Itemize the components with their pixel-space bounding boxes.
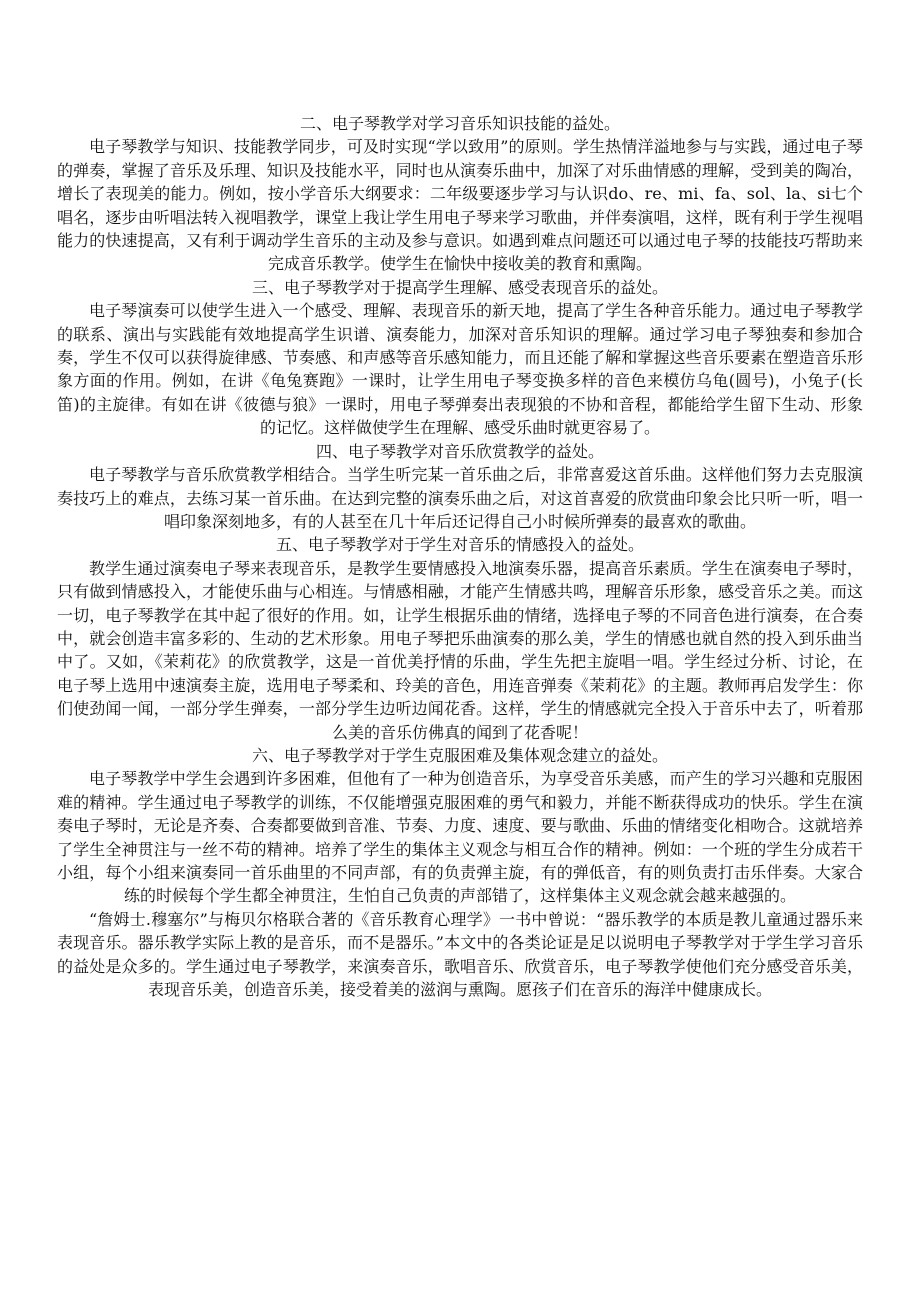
section-heading-3: 三、电子琴教学对于提高学生理解、感受表现音乐的益处。 — [251, 277, 668, 297]
document-body — [57, 112, 863, 1001]
conclusion-paragraph: “詹姆士.穆塞尔”与梅贝尔格联合著的《音乐教育心理学》一书中曾说：“器乐教学的本质是教儿童通过器乐来表现音乐。器乐教学实际上教的是音乐，而不是器乐。”本文中的各类论证是足以说明电子琴教学对于学生学习音乐的益处是众多的。学生通过电子琴教学，来演奏音乐，歌唱音乐、欣赏音乐，电子琴教学使他们充分感受音乐美，表现音乐美，创造音乐美，接受着美的滋润与熏陶。愿孩子们在音乐的海洋中健康成长。 — [57, 909, 863, 1000]
section-heading-6: 六、电子琴教学对于学生克服困难及集体观念建立的益处。 — [251, 745, 668, 765]
section-heading-5: 五、电子琴教学对于学生对音乐的情感投入的益处。 — [275, 535, 644, 555]
section-heading-4: 四、电子琴教学对音乐欣赏教学的益处。 — [315, 441, 604, 461]
section-5-paragraph: 教学生通过演奏电子琴来表现音乐，是教学生要情感投入地演奏乐器，提高音乐素质。学生在演奏电子琴时，只有做到情感投入，才能使乐曲与心相连。与情感相融，才能产生情感共鸣，理解音乐形象，感受音乐之美。而这一切，电子琴教学在其中起了很好的作用。如，让学生根据乐曲的情绪，选择电子琴的不同音色进行演奏，在合奏中，就会创造丰富多彩的、生动的艺术形象。用电子琴把乐曲演奏的那么美，学生的情感也就自然的投入到乐曲当中了。又如，《茉莉花》的欣赏教学，这是一首优美抒情的乐曲，学生先把主旋唱一唱。学生经过分析、讨论，在电子琴上选用中速演奏主旋，选用电子琴柔和、玲美的音色，用连音弹奏《茉莉花》的主题。教师再启发学生：你们使劲闻一闻，一部分学生弹奏，一部分学生边听边闻花香。这样，学生的情感就完全投入于音乐中去了，听着那么美的音乐仿佛真的闻到了花香呢！ — [57, 558, 863, 742]
section-3-paragraph: 电子琴演奏可以使学生进入一个感受、理解、表现音乐的新天地，提高了学生各种音乐能力。通过电子琴教学的联系、演出与实践能有效地提高学生识谱、演奏能力，加深对音乐知识的理解。通过学习电子琴独奏和参加合奏，学生不仅可以获得旋律感、节奏感、和声感等音乐感知能力，而且还能了解和掌握这些音乐要素在塑造音乐形象方面的作用。例如，在讲《龟兔赛跑》一课时，让学生用电子琴变换多样的音色来模仿乌龟(圆号)，小兔子(长笛)的主旋律。有如在讲《彼德与狼》一课时，用电子琴弹奏出表现狼的不协和音程，都能给学生留下生动、形象的记忆。这样做使学生在理解、感受乐曲时就更容易了。 — [57, 301, 863, 438]
section-heading-2: 二、电子琴教学对学习音乐知识技能的益处。 — [299, 114, 620, 133]
section-4-paragraph: 电子琴教学与音乐欣赏教学相结合。当学生听完某一首乐曲之后，非常喜爱这首乐曲。这样他们努力去克服演奏技巧上的难点，去练习某一首乐曲。在达到完整的演奏乐曲之后，对这首喜爱的欣赏曲印象会比只听一听，唱一唱印象深刻地多，有的人甚至在几十年后还记得自己小时候所弹奏的最喜欢的歌曲。 — [57, 465, 863, 531]
section-6-paragraph: 电子琴教学中学生会遇到许多困难，但他有了一种为创造音乐，为享受音乐美感，而产生的学习兴趣和克服困难的精神。学生通过电子琴教学的训练，不仅能增强克服困难的勇气和毅力，并能不断获得成功的快乐。学生在演奏电子琴时，无论是齐奏、合奏都要做到音准、节奏、力度、速度、要与歌曲、乐曲的情绪变化相吻合。这就培养了学生全神贯注与一丝不苟的精神。培养了学生的集体主义观念与相互合作的精神。例如：一个班的学生分成若干小组，每个小组来演奏同一首乐曲里的不同声部，有的负责弹主旋，有的弹低音，有的则负责打击乐伴奏。大家合练的时候每个学生都全神贯注，生怕自己负责的声部错了，这样集体主义观念就会越来越强的。 — [57, 769, 863, 906]
section-2-paragraph: 电子琴教学与知识、技能教学同步，可及时实现“学以致用”的原则。学生热情洋溢地参与与实践，通过电子琴的弹奏，掌握了音乐及乐理、知识及技能水平，同时也从演奏乐曲中，加深了对乐曲情感的理解，受到美的陶冶，增长了表现美的能力。例如，按小学音乐大纲要求：二年级要逐步学习与认识do、re、mi、fa、sol、la、si七个唱名，逐步由听唱法转入视唱教学，课堂上我让学生用电子琴来学习歌曲，并伴奏演唱，这样，既有利于学生视唱能力的快速提高，又有利于调动学生音乐的主动及参与意识。如遇到难点问题还可以通过电子琴的技能技巧帮助来完成音乐教学。使学生在愉快中接收美的教育和熏陶。 — [57, 137, 863, 274]
